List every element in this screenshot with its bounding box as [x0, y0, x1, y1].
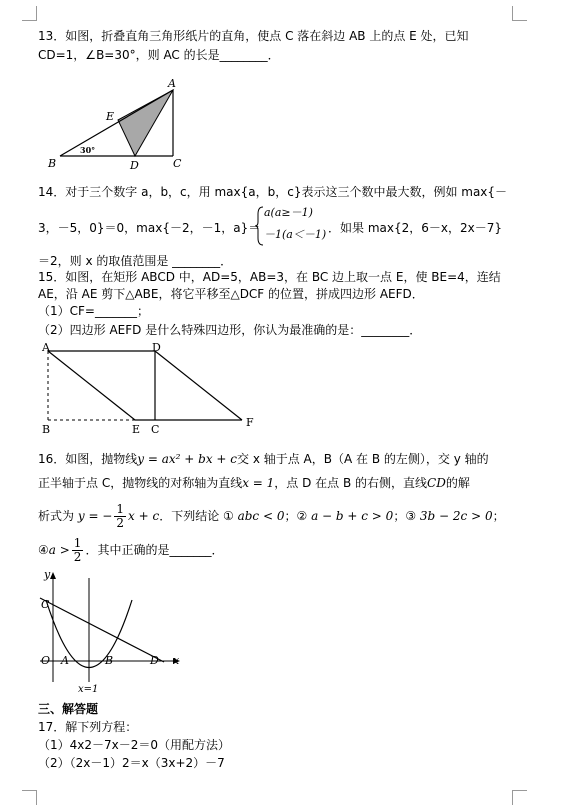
- q16-conclusion-1: abc < 0: [237, 509, 285, 523]
- q15-label-e: E: [132, 423, 141, 436]
- q13-figure: [40, 75, 200, 175]
- q16-line1-a: 16．如图，抛物线: [38, 452, 138, 466]
- q16-line2-a: 正半轴于点 C，抛物线的对称轴为直线: [38, 476, 243, 490]
- q16-line3-a: 析式为: [38, 509, 75, 523]
- q15-line2: AE，沿 AE 剪下△ABE，将它平移至△DCF 的位置，拼成四边形 AEFD．: [38, 287, 424, 301]
- q16-conclusion-3: 3b − 2c > 0: [419, 509, 493, 523]
- crop-mark-bottom-left: [22, 790, 37, 805]
- q15-label-d: D: [152, 341, 161, 354]
- q16-label-c: C: [41, 598, 50, 611]
- q16-cd-formula-y: y = −: [77, 509, 113, 523]
- q16-conclusion-4: a >: [48, 543, 70, 557]
- q13-label-e: E: [106, 110, 115, 123]
- q17-title: 17．解下列方程：: [38, 720, 138, 734]
- q15-label-b: B: [42, 423, 51, 436]
- q13-label-b: B: [48, 157, 57, 170]
- q15-side-df: [155, 351, 242, 420]
- q13-line2: CD=1，∠B=30°，则 AC 的长是________．: [38, 48, 280, 62]
- q14-case2: －1(a＜－1): [264, 228, 327, 241]
- q16-parabola-formula: y = ax² + bx + c: [137, 452, 238, 466]
- q16-label-b: B: [105, 654, 114, 667]
- q16-line3-c: ；②: [284, 509, 308, 523]
- q16-line2-b: ，点 D 在点 B 的右侧，直线: [274, 476, 428, 490]
- q15-sub1: （1）CF=_______；: [38, 304, 149, 318]
- q14-brace: [254, 206, 264, 246]
- q13-line1: 13．如图，折叠直角三角形纸片的直角，使点 C 落在斜边 AB 上的点 E 处，已知: [38, 29, 469, 43]
- q16-c4-fraction-num: 1: [73, 536, 82, 550]
- q16-line4-a: ④: [38, 543, 49, 557]
- q16-line4-b: ．其中正确的是_______．: [85, 543, 224, 557]
- q15-label-a: A: [42, 341, 50, 354]
- q15-side-ae: [48, 351, 135, 420]
- q15-line1: 15．如图，在矩形 ABCD 中，AD=5，AB=3，在 BC 边上取一点 E，使 BE=4，连结: [38, 270, 501, 284]
- q16-line1-b: 交 x 轴于点 A，B（A 在 B 的左侧），交 y 轴的: [237, 452, 489, 466]
- q13-label-d: D: [130, 159, 139, 172]
- q15-label-c: C: [151, 423, 160, 436]
- q16-label-x: x: [173, 654, 180, 667]
- q16-line-cd: CD: [427, 476, 446, 490]
- q16-line2: [38, 475, 470, 491]
- q15-figure: [38, 340, 268, 440]
- q16-line3-e: ；: [492, 509, 505, 523]
- q16-figure: [36, 570, 186, 695]
- q16-cd-fraction-num: 1: [116, 502, 125, 516]
- q16-label-o: O: [41, 654, 51, 667]
- q13-side-ab: [60, 90, 173, 156]
- q14-case1: a(a≥－1): [264, 206, 313, 219]
- q16-cd-formula-rest: x + c: [128, 509, 160, 523]
- q16-y-axis-arrow: [50, 572, 56, 579]
- q16-line4: [38, 534, 223, 566]
- q16-c4-fraction-den: 2: [73, 550, 82, 564]
- q16-label-a: A: [61, 654, 69, 667]
- q16-cd-fraction: [114, 503, 126, 530]
- q14-line2-post: ．如果 max{2，6－x，2x－7}: [328, 221, 502, 235]
- q16-conclusion-4-fraction: [72, 537, 84, 564]
- q16-line1: [38, 451, 489, 467]
- crop-mark-bottom-right: [512, 790, 527, 805]
- q15-sub2: （2）四边形 AEFD 是什么特殊四边形，你认为最准确的是：________．: [38, 323, 422, 337]
- q15-label-f: F: [246, 416, 254, 429]
- q16-line2-c: 的解: [445, 476, 470, 490]
- q16-cd-fraction-den: 2: [116, 516, 125, 530]
- q16-line3-b: ．下列结论 ①: [159, 509, 234, 523]
- q16-label-y: y: [44, 570, 51, 581]
- q13-angle-label: 30°: [80, 145, 96, 155]
- q13-shaded-triangle: [118, 90, 173, 156]
- q16-conclusion-2: a − b + c > 0: [311, 509, 394, 523]
- q16-line3: [38, 500, 505, 532]
- q17-sub1: （1）4x2－7x－2＝0（用配方法）: [38, 738, 231, 752]
- crop-mark-top-left: [22, 6, 37, 21]
- q13-label-a: A: [168, 77, 176, 90]
- section-heading: 三、解答题: [38, 702, 99, 716]
- crop-mark-top-right: [512, 6, 527, 21]
- q16-line3-d: ；③: [393, 509, 417, 523]
- q14-line1: 14．对于三个数字 a，b，c，用 max{a，b，c}表示这三个数中最大数，例如 max{－: [38, 185, 508, 199]
- q16-axis-formula: x = 1: [242, 476, 275, 490]
- q14-line2-pre: 3，－5，0}＝0，max{－2，－1，a}＝: [38, 221, 261, 235]
- q16-line-cd-graph: [40, 598, 164, 662]
- q13-label-c: C: [173, 157, 182, 170]
- q17-sub2: （2）（2x－1）2＝x（3x+2）－7: [38, 756, 225, 770]
- q16-label-axis: x=1: [78, 684, 99, 695]
- q16-label-d: D: [150, 654, 159, 667]
- q14-line3: ＝2，则 x 的取值范围是 ________．: [38, 254, 233, 268]
